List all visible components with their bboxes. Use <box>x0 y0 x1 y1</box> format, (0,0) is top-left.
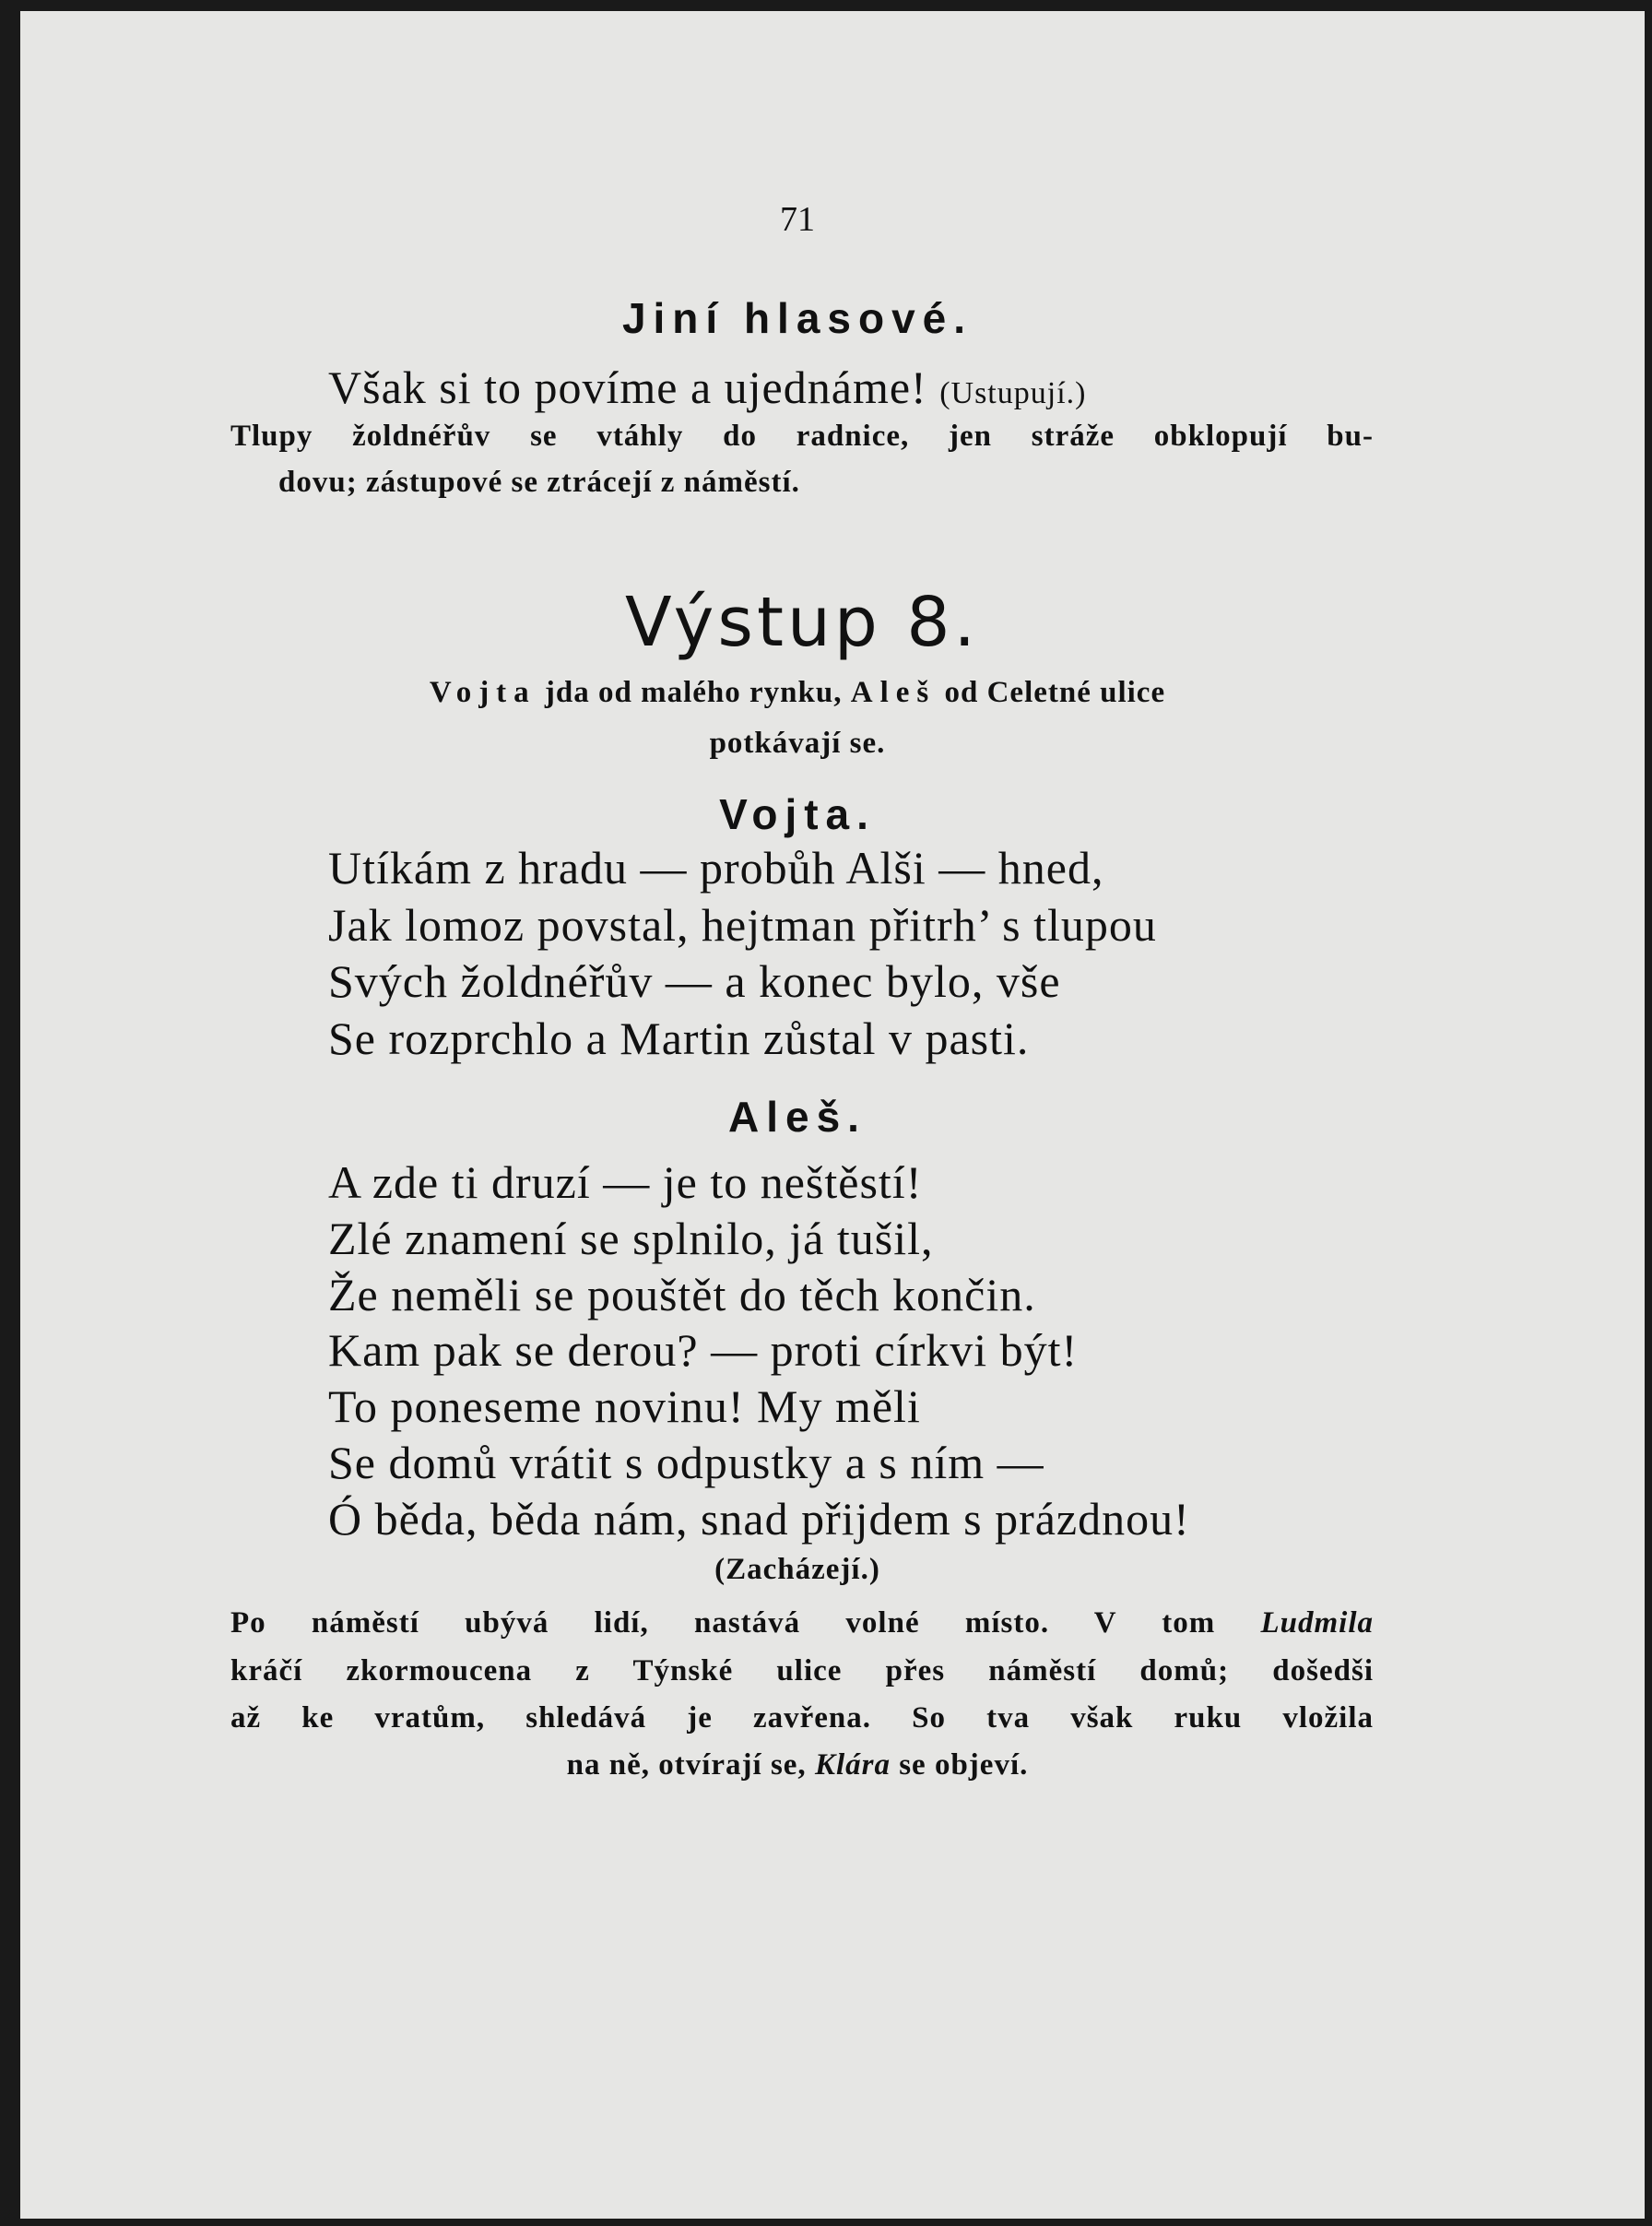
verse-line: Jak lomoz povstal, hejtman přitrh’ s tlupou <box>328 899 1157 951</box>
character-name: Ludmila <box>1260 1606 1374 1640</box>
character-name: Klára <box>814 1748 891 1782</box>
stage-direction-line: kráčí zkormoucena z Týnské ulice přes náměstí domů; došedši <box>230 1654 1374 1687</box>
stage-text: Po náměstí ubývá lidí, nastává volné místo. V tom <box>230 1606 1261 1640</box>
stage-text: se objeví. <box>890 1748 1029 1782</box>
verse-line: Svých žoldnéřův — a konec bylo, vše <box>328 955 1061 1007</box>
stage-direction-line: až ke vratům, shledává je zavřena. So tva však ruku vložila <box>230 1701 1374 1735</box>
stage-direction-line <box>230 1606 1374 1640</box>
stage-direction-line: dovu; zástupové se ztrácejí z náměstí. <box>278 466 800 499</box>
verse-line: Kam pak se derou? — proti církvi být! <box>328 1324 1079 1376</box>
scene-intro-line <box>0 676 1595 710</box>
verse-line: Se rozprchlo a Martin zůstal v pasti. <box>328 1012 1030 1064</box>
speaker-heading-jini-hlasove: Jiní hlasové. <box>621 294 974 342</box>
stage-direction-exit: (Zacházejí.) <box>714 1553 880 1586</box>
stage-direction-line <box>0 1748 1595 1782</box>
verse-line <box>328 361 1086 414</box>
scene-title: Výstup 8. <box>625 583 979 662</box>
speaker-heading-vojta: Vojta. <box>719 790 876 838</box>
verse-line: Ó běda, běda nám, snad přijdem s prázdnou! <box>328 1493 1190 1545</box>
verse-line: Se domů vrátit s odpustky a s ním — <box>328 1437 1044 1488</box>
character-name: Aleš <box>850 676 937 709</box>
verse-line: Že neměli se pouštět do těch končin. <box>328 1269 1036 1320</box>
verse-line: Utíkám z hradu — probůh Alši — hned, <box>328 842 1104 894</box>
verse-line: Zlé znamení se splnilo, já tušil, <box>328 1213 934 1264</box>
page-number: 71 <box>780 200 815 239</box>
character-name: Vojta <box>429 676 537 709</box>
stage-direction-inline: (Ustupují.) <box>939 376 1087 410</box>
scene-intro-text: od Celetné ulice <box>936 676 1166 709</box>
verse-text: Však si to povíme a ujednáme! <box>328 361 927 413</box>
verse-line: A zde ti druzí — je to neštěstí! <box>328 1156 923 1208</box>
stage-text: na ně, otvírají se, <box>566 1748 815 1782</box>
speaker-heading-ales: Aleš. <box>728 1093 867 1141</box>
verse-line: To poneseme novinu! My měli <box>328 1380 921 1432</box>
scene-intro-text: jda od malého rynku, <box>536 676 851 709</box>
scene-intro-line: potkávají se. <box>709 727 886 760</box>
stage-direction-line: Tlupy žoldnéřův se vtáhly do radnice, jen stráže obklopují bu- <box>230 420 1374 453</box>
